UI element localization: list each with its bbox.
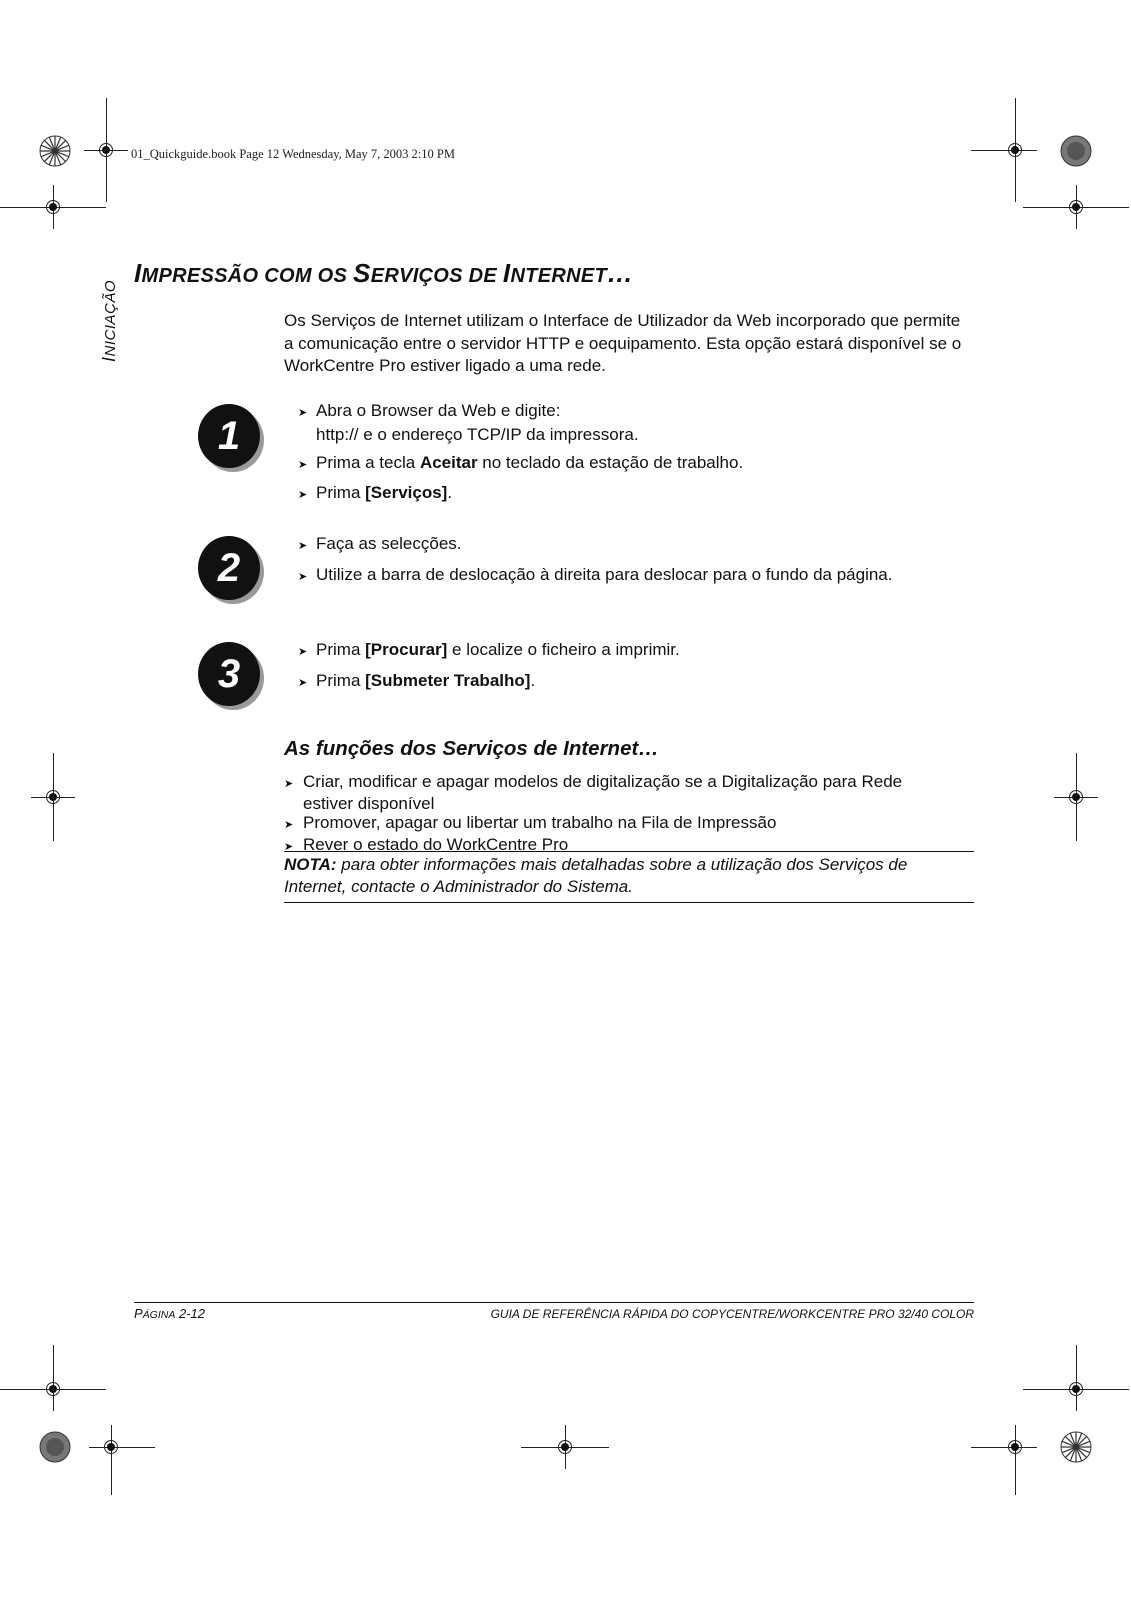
bullet-item: [298, 564, 892, 588]
arrowhead-icon: ➤: [298, 489, 308, 501]
step-2-bullets: [298, 533, 892, 588]
bullet-text: Prima a tecla: [316, 453, 420, 472]
footer-rule: [134, 1302, 974, 1303]
bullet-text: .: [447, 483, 453, 502]
footer-page-number: [134, 1306, 205, 1321]
note-text: para obter informações mais detalhadas sobre a utilização dos Serviços de Internet, contacte o Administrador do Sistema.: [284, 855, 908, 896]
step-number-badge: [198, 642, 260, 706]
page-title: [134, 258, 633, 289]
functions-list: [284, 772, 984, 857]
title-part-1: MPRESSÃO COM OS: [141, 265, 354, 287]
sunburst-mark-icon: [1060, 135, 1092, 167]
bullet-item: [298, 670, 680, 694]
bullet-text: Prima: [316, 640, 366, 659]
bullet-continuation: [298, 424, 743, 446]
book-header: 01_Quickguide.book Page 12 Wednesday, May 7, 2003 2:10 PM: [131, 147, 455, 161]
arrowhead-icon: ➤: [298, 407, 308, 419]
arrowhead-icon: ➤: [298, 571, 308, 583]
step-number-badge: [198, 404, 260, 468]
function-text: Criar, modificar e apagar modelos de digitalização se a Digitalização para Rede: [303, 772, 903, 791]
function-text: Rever o estado do WorkCentre Pro: [303, 835, 569, 854]
note-box: [284, 851, 974, 903]
footer-left-rest: ÁGINA: [142, 1309, 176, 1321]
arrowhead-icon: ➤: [298, 677, 308, 689]
step-number-badge: [198, 536, 260, 600]
step-number: 3: [217, 651, 241, 696]
side-label-cap: I: [99, 356, 119, 362]
footer-guide-title: GUIA DE REFERÊNCIA RÁPIDA DO COPYCENTRE/WORKCENTRE PRO 32/40 COLOR: [490, 1307, 974, 1321]
bullet-bold-text: [Serviços]: [365, 483, 448, 502]
title-part-2: ERVIÇOS DE: [370, 265, 503, 287]
bullet-item: [298, 400, 743, 424]
arrowhead-icon: ➤: [298, 540, 308, 552]
step-number: 2: [217, 545, 241, 590]
bullet-bold-text: [Submeter Trabalho]: [365, 671, 531, 690]
footer-left-cap: P: [134, 1306, 143, 1321]
arrowhead-icon: ➤: [298, 646, 308, 658]
bullet-text: Faça as selecções.: [316, 534, 462, 553]
bullet-text: Abra o Browser da Web e digite:: [316, 401, 561, 420]
bullet-text: Utilize a barra de deslocação à direita para deslocar para o fundo da página.: [316, 565, 893, 584]
function-text: Promover, apagar ou libertar um trabalho na Fila de Impressão: [303, 813, 777, 832]
intro-paragraph: Os Serviços de Internet utilizam o Interface de Utilizador da Web incorporado que permite a comunicação entre o servidor HTTP e oequipamento. Esta opção estará disponível se o WorkCentre Pro estiver ligado a uma rede.: [284, 311, 962, 375]
step-number: 1: [217, 413, 241, 458]
title-cap-1: I: [134, 258, 142, 288]
bullet-item: [298, 452, 743, 476]
side-label-rest: NICIAÇÃO: [102, 279, 119, 357]
bullet-text: http:// e o endereço TCP/IP da impressora.: [316, 425, 639, 444]
sunburst-mark-icon: [1060, 1431, 1092, 1463]
bullet-bold-text: Aceitar: [419, 453, 478, 472]
arrowhead-icon: ➤: [298, 459, 308, 471]
arrowhead-icon: ➤: [284, 841, 294, 853]
footer-left-num: 2-12: [175, 1306, 205, 1321]
bullet-item: [298, 482, 743, 506]
function-item-continuation: [284, 794, 984, 813]
arrowhead-icon: ➤: [284, 778, 294, 790]
step-3-bullets: [298, 639, 680, 694]
sunburst-mark-icon: [39, 1431, 71, 1463]
bullet-item: [298, 639, 680, 663]
sunburst-mark-icon: [39, 135, 71, 167]
bullet-text: .: [530, 671, 536, 690]
bullet-bold-text: [Procurar]: [365, 640, 448, 659]
step-1-bullets: [298, 400, 743, 506]
bullet-text: Prima: [316, 671, 366, 690]
functions-heading: As funções dos Serviços de Internet…: [284, 737, 659, 760]
arrowhead-icon: ➤: [284, 819, 294, 831]
bullet-text: no teclado da estação de trabalho.: [477, 453, 744, 472]
title-ellipsis: …: [606, 258, 634, 288]
title-part-3: NTERNET: [510, 265, 607, 287]
title-cap-3: I: [502, 258, 511, 288]
bullet-item: [298, 533, 892, 557]
note-label: NOTA:: [284, 855, 337, 874]
side-section-label: [99, 272, 121, 362]
bullet-text: e localize o ficheiro a imprimir.: [447, 640, 680, 659]
title-cap-2: S: [353, 258, 371, 288]
function-item: [284, 772, 984, 794]
function-item: [284, 813, 984, 835]
bullet-text: Prima: [316, 483, 366, 502]
function-text: estiver disponível: [303, 794, 435, 813]
